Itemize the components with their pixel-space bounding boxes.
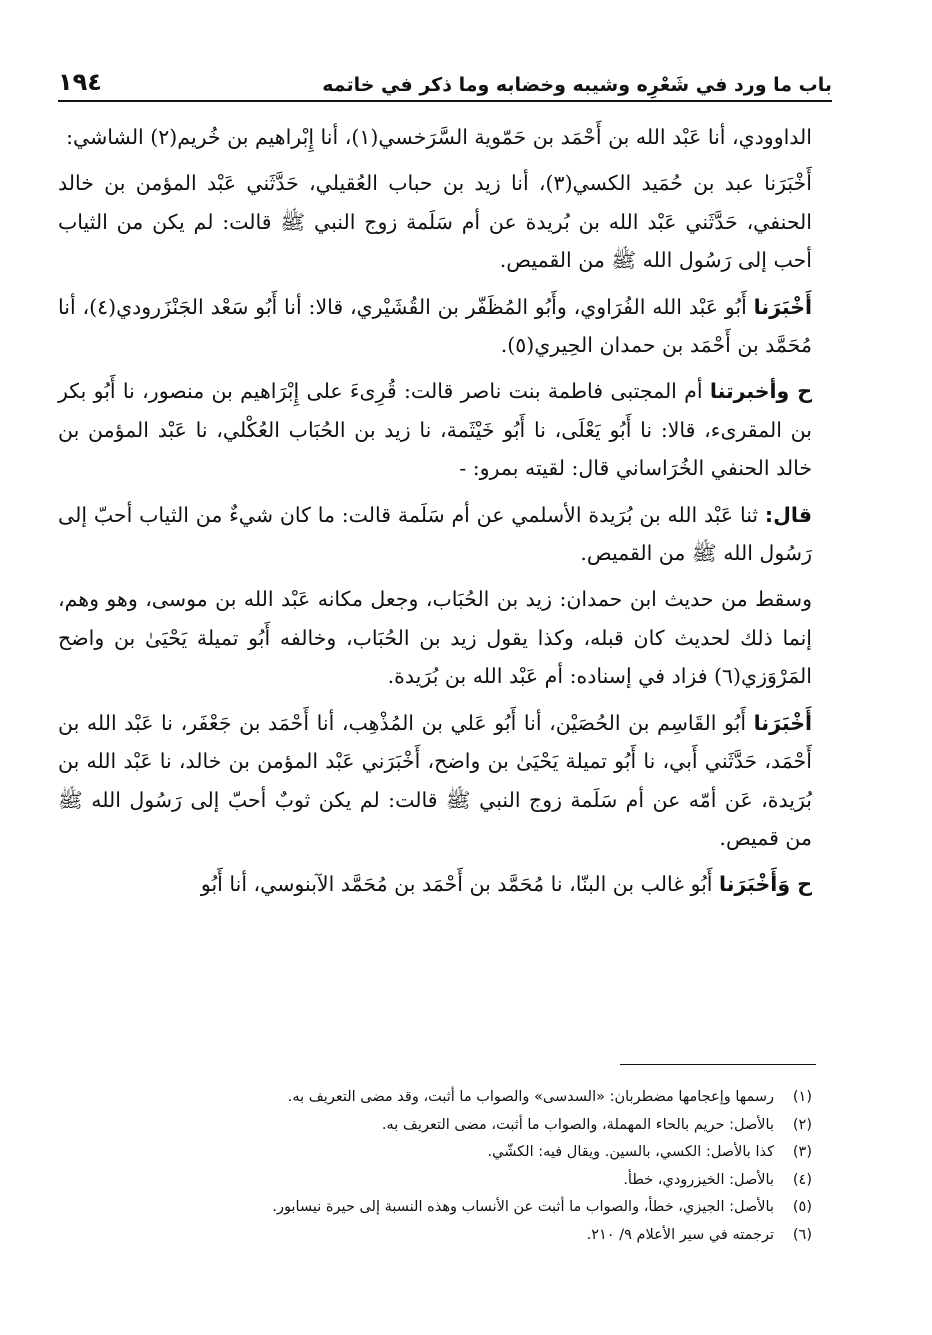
page-header [58, 56, 832, 96]
isnad-lead: أَخْبَرَنا [753, 294, 812, 319]
isnad-lead: ح وأخبرتنا [709, 379, 812, 404]
paragraph-4 [58, 372, 812, 487]
paragraph-3 [58, 288, 812, 365]
isnad-lead: أَخْبَرَنا [753, 710, 812, 735]
running-title: باب ما ورد في شَعْرِه وشيبه وخضابه وما ذكر في خاتمه [322, 74, 832, 96]
paragraph-7-text: أَبُو القَاسِم بن الحُصَيْن، أنا أَبُو عَلي بن المُذْهِب، أنا أَحْمَد بن جَعْفَر، نا عَبْد الله بن أَحْمَد، حَدَّثَني أَبي، نا أَبُو تميلة يَحْيَىٰ بن واضح، أَخْبَرَني عَبْد المؤمن بن خالد، نا عَبْد الله بن بُرَيدة، عَن أمّه عن أم سَلَمة زوج النبي ﷺ قالت: لم يكن ثوبٌ أحبّ إلى رَسُول الله ﷺ من قميص. [58, 710, 812, 850]
footnote-text: بالأصل: حريم بالحاء المهملة، والصواب ما أثبت، مضى التعريف به. [381, 1116, 774, 1133]
footnote-rule [620, 1064, 816, 1065]
paragraph-7 [58, 704, 812, 858]
isnad-prefix: ح [797, 872, 812, 897]
footnote [80, 1167, 812, 1195]
paragraph-8-text: أَبُو غالب بن البنّا، نا مُحَمَّد بن أَحْمَد بن مُحَمَّد الآبنوسي، أنا أَبُو [200, 872, 720, 897]
footnote-number: (١) [792, 1089, 812, 1105]
main-text [58, 118, 812, 912]
footnote-text: بالأصل: الخيزرودي، خطأ. [623, 1171, 774, 1188]
footnote-number: (٦) [792, 1226, 812, 1243]
footnote-number: (٣) [792, 1144, 812, 1160]
footnote [80, 1112, 812, 1140]
footnote [80, 1222, 812, 1250]
isnad-lead: قال: [764, 502, 812, 527]
paragraph-5-text: ثنا عَبْد الله بن بُرَيدة الأسلمي عن أم سَلَمة قالت: ما كان شيءٌ من الثياب أحبّ إلى رَسُول الله ﷺ من القميص. [58, 502, 812, 566]
footnote-text: ترجمته في سير الأعلام ٩/ ٢١٠. [586, 1226, 774, 1243]
footnote-text: رسمها وإعجامها مضطربان: «السدسى» والصواب ما أثبت، وقد مضى التعريف به. [287, 1089, 774, 1105]
footnote [80, 1084, 812, 1112]
footnote-text: بالأصل: الجيزي، خطأ، والصواب ما أثبت عن الأنساب وهذه النسبة إلى حيرة نيسابور. [272, 1199, 774, 1215]
footnote [80, 1139, 812, 1167]
paragraph-2: أَخْبَرَنا عبد بن حُمَيد الكسي(٣)، أنا زيد بن حباب العُقيلي، حَدَّثَني عَبْد المؤمن بن خالد الحنفي، حَدَّثَني عَبْد الله بن بُريدة عن أم سَلَمة زوج النبي ﷺ قالت: لم يكن من الثياب أحب إلى رَسُول الله ﷺ من القميص. [58, 171, 812, 273]
paragraph-3-text: أَبُو عَبْد الله الفُرَاوي، وأَبُو المُظَفّر بن القُشَيْري، قالا: أنا أَبُو سَعْد الجَنْزَرودي(٤)، أنا مُحَمَّد بن أَحْمَد بن حمدان الحِيري(٥). [58, 294, 812, 358]
page-number: ١٩٤ [58, 68, 102, 96]
footnote-number: (٢) [792, 1116, 812, 1133]
paragraph-4-text: أم المجتبى فاطمة بنت ناصر قالت: قُرِىءَ على إِبْرَاهيم بن منصور، نا أَبُو بكر بن المقرىء، قالا: نا أَبُو يَعْلَى، نا أَبُو خَيْثَمة، نا زيد بن الحُبَاب العُكْلي، نا عَبْد المؤمن بن خالد الحنفي الخُرَاساني قال: لقيته بمرو: - [58, 379, 812, 481]
paragraph-1: الداوودي، أنا عَبْد الله بن أَحْمَد بن حَمّوية السَّرَخسي(١)، أنا إِبْراهيم بن خُريم(٢) الشاشي: [66, 125, 812, 149]
paragraph-5 [58, 496, 812, 573]
footnote-text: كذا بالأصل: الكسي، بالسين. ويقال فيه: الكشّي. [487, 1144, 774, 1160]
footnotes [80, 1084, 812, 1249]
footnote-number: (٤) [792, 1171, 812, 1188]
isnad-lead: وَأَخْبَرَنا [719, 872, 798, 897]
header-rule [58, 100, 832, 102]
paragraph-8 [58, 865, 812, 903]
footnote-number: (٥) [792, 1199, 812, 1215]
footnote [80, 1194, 812, 1222]
paragraph-6: وسقط من حديث ابن حمدان: زيد بن الحُبَاب، وجعل مكانه عَبْد الله بن موسى، وهو وهم، إنما ذلك لحديث كان قبله، وكذا يقول زيد بن الحُبَاب، وخالفه أَبُو تميلة يَحْيَىٰ بن واضح المَرْوَزي(٦) فزاد في إسناده: أم عَبْد الله بن بُرَيدة. [58, 587, 812, 689]
